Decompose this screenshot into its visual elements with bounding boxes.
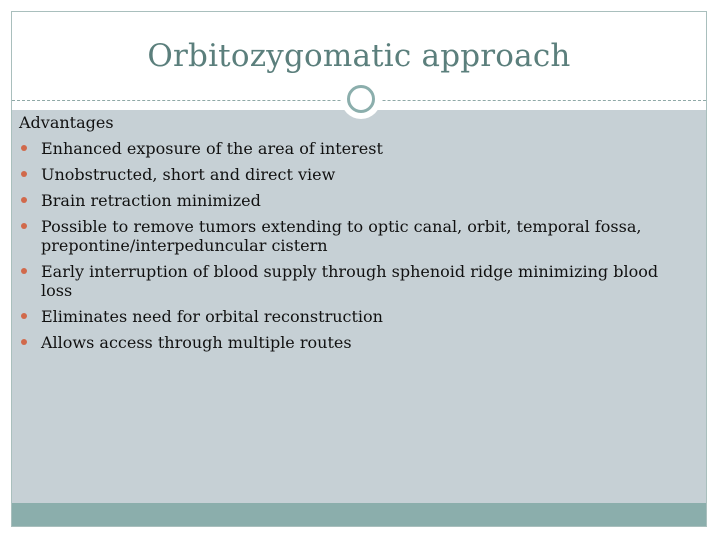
dot-bullet-icon bbox=[21, 145, 27, 151]
bullet-list bbox=[19, 139, 679, 352]
slide-title: Orbitozygomatic approach bbox=[147, 38, 571, 74]
dot-bullet-icon bbox=[21, 313, 27, 319]
dot-bullet-icon bbox=[21, 197, 27, 203]
list-item-text: Unobstructed, short and direct view bbox=[41, 165, 336, 184]
footer-band bbox=[12, 503, 706, 527]
list-item bbox=[19, 139, 679, 158]
list-item-text: Allows access through multiple routes bbox=[41, 333, 352, 352]
list-item bbox=[19, 333, 679, 352]
list-item-text: Eliminates need for orbital reconstruction bbox=[41, 307, 383, 326]
list-item bbox=[19, 191, 679, 210]
slide-body bbox=[19, 113, 679, 359]
list-item bbox=[19, 262, 679, 300]
dot-bullet-icon bbox=[21, 223, 27, 229]
section-heading: Advantages bbox=[19, 113, 114, 132]
list-item bbox=[19, 217, 679, 255]
list-item-text: Possible to remove tumors extending to optic canal, orbit, temporal fossa, prepontine/interpeduncular cistern bbox=[41, 217, 642, 255]
list-item-text: Early interruption of blood supply through sphenoid ridge minimizing blood loss bbox=[41, 262, 659, 300]
ornament-ring bbox=[347, 85, 375, 113]
list-item bbox=[19, 307, 679, 326]
dot-bullet-icon bbox=[21, 268, 27, 274]
list-item-text: Enhanced exposure of the area of interest bbox=[41, 139, 383, 158]
dot-bullet-icon bbox=[21, 171, 27, 177]
dot-bullet-icon bbox=[21, 339, 27, 345]
list-item-text: Brain retraction minimized bbox=[41, 191, 261, 210]
list-item bbox=[19, 165, 679, 184]
